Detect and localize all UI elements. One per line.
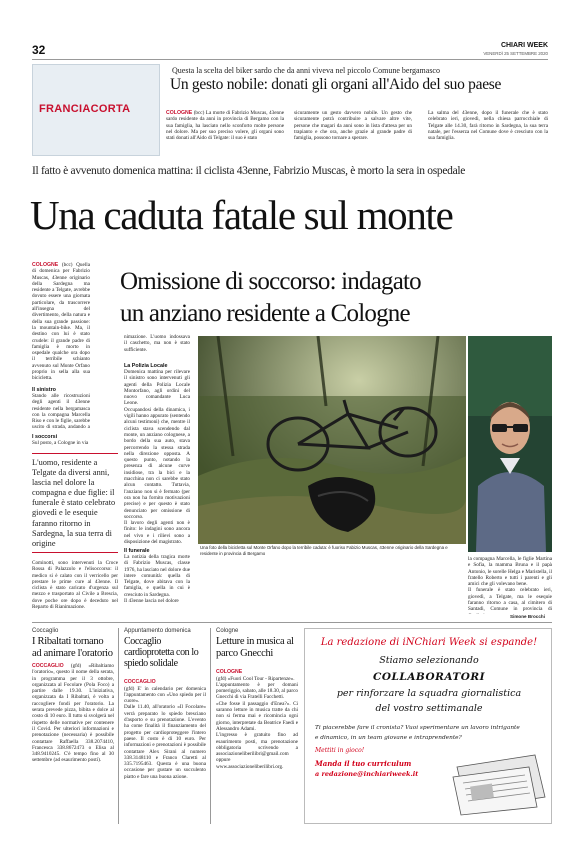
brief-3-headline: Letture in musica al parco Gnecchi [216, 636, 294, 659]
subhead-polizia: La Polizia Locale [124, 363, 168, 369]
brief-2-text-wrap [124, 673, 206, 821]
sub-headline-2: un anziano residente a Cologne [120, 300, 410, 327]
header-divider [32, 59, 548, 60]
issue-date: VENERDÌ 25 SETTEMBRE 2020 [483, 51, 548, 56]
main-story-kicker: Il fatto è avvenuto domenica mattina: il ciclista 43enne, Fabrizio Muscas, è morto la sera in ospedale [32, 165, 466, 177]
main-story-col-right: la compagna Marcella, le figlie Martina e Sofia, la mamma Bruna e il papà Antonio, le sorelle Helga e Maristella, il fratello Roberto e tutti i parenti e gli amici che gli volevano bene. Il funerale è stato celebrato ieri, giovedì, a Telgate, ma le esequie faranno ritorno a casa, al cimitero di Santadi, Comune in provincia di [468, 556, 552, 613]
main-story-funerale: La notizia della tragica morte di Fabrizio Muscas, classe 1976, ha lasciato nel dolore due intere comunità: quella di Telgate, dove abitava con la famiglia, e quella in cui è cresciuto in Sardegna. Il 43enne lascia nel dolore [124, 554, 190, 605]
main-story-col2-text: nimazione. L'uomo indossava il caschetto, ma non è stato sufficiente. [124, 334, 190, 353]
ad-question-2: e dinamico, in un team giovane e intraprendente? [315, 735, 462, 741]
brief-2-place: Appuntamento domenica [124, 628, 191, 634]
brief-1-text-wrap [32, 663, 114, 811]
main-story-lead [32, 262, 90, 384]
brief-1-text: (gfd) «Ribaltiamo l'oratorio», questo il nome della serata, in programma per il 3 ottobre, organizzata al Focolare (Pola Foco) a partire dalle 19.30. L'iniziativa, organizzata da I Ribaltati, è volta a raccogliere fondi per l'oratorio. La serata prevede pizza, bibita e dolce al costo di 10 euro. Il tutto si svolgerà nel rispetto delle normative per contenere il Covid. Per ulteriori informazioni e prenotazione (necessaria) è possibile contattare Raffaella 338.2074410, Francesca 338.8672473 o Elisa al 348.9410245. C'è tempo fino al 30 settembre (ad esaurimento posti). [32, 663, 114, 764]
top-story-kicker: Questa la scelta del biker sardo che da anni viveva nel piccolo Comune bergamasco [172, 66, 440, 75]
subhead-sinistro: Il sinistro [32, 387, 56, 393]
page-number: 32 [32, 43, 46, 57]
top-story-headline: Un gesto nobile: donati gli organi all'Aido del suo paese [170, 76, 502, 93]
top-story-col1-text: (bcc) La morte di Fabrizio Muscas, 43enne sardo residente da anni in provincia di Bergamo con la sua famiglia, ha lasciato nello sconforto molte persone nel dolore. Ma per suo preciso volere, gli organi sono stati donati all'Aido di Telgate: il suo è stato [166, 110, 284, 142]
brief-3-dateline: COLOGNE [216, 669, 243, 676]
brief-divider-1 [118, 628, 119, 824]
pull-quote [32, 453, 118, 553]
recruitment-ad [304, 628, 552, 824]
main-story-sinistro: Stando alle ricostruzioni degli agenti il 43enne residente nella bergamasca con la compagna Marcella Riso e con le figlie, sarebbe uscito di strada, andando a [32, 393, 90, 431]
ad-headline: La redazione di iNChiari Week si espande! [320, 637, 538, 648]
ad-line3: per rinforzare la squadra giornalistica [336, 688, 522, 699]
brief-2 [124, 628, 206, 824]
ad-line4: del vostro settimanale [375, 703, 483, 714]
ad-line1: Stiamo selezionando [379, 655, 479, 666]
subhead-funerale: Il funerale [124, 548, 150, 554]
briefs-row [32, 622, 552, 623]
brief-3 [216, 628, 298, 824]
brief-1-place: Coccaglio [32, 628, 59, 634]
main-story-soccorsi: Sul posto, a Cologne in via [32, 440, 89, 446]
main-story-col2 [124, 334, 190, 612]
top-story-col3: La salma del 43enne, dopo il funerale che è stato celebrato ieri, giovedì, nella chiesa parrocchiale di Telgate alle 14.30, farà ritorno in Sardegna, la sua terra natale, per l'esserza nel Comune dove è cresciuto con la sua famiglia. [428, 110, 548, 142]
newspapers-illustration [449, 747, 549, 817]
ad-question-1: Ti piacerebbe fare il cronista? Vuoi sperimentare un lavoro intrigante [315, 725, 520, 731]
brief-2-dateline: COCCAGLIO [124, 679, 156, 686]
subhead-soccorsi: I soccorsi [32, 434, 58, 440]
brief-3-text-wrap [216, 663, 298, 811]
section-label: FRANCIACORTA [39, 103, 131, 115]
top-story-col2: sicuramente un gesto davvero nobile. Un gesto che sicuramente potrà contribuire a salvare altre vite, persone che magari da anni sono in lista d'attesa per un trapianto e che ora, anche grazie al grande padre di famiglia, possono tornare a sperare. [294, 110, 412, 142]
portrait-photo [468, 336, 552, 552]
portrait-illustration [468, 336, 552, 552]
brief-2-headline: Coccaglio cardioprotetta con lo spiedo solidale [124, 636, 199, 669]
brief-3-place: Cologne [216, 628, 239, 634]
main-story-lead-text: (bcc) Quella di domenica per Fabrizio Muscas, 43enne originario della Sardegna ma residente a Telgate, avrebbe dovuto essere una giornata particolare, da trascorrere all'insegna del divertimento, della natura e della sua grande passione: la mountain-bike. Ma, il destino con lui è stato crudele: il grande padre di famiglia è morto in ospedale qualche ora dopo il terribile schianto avvenuto sul Monte Orfano proprio in sella alla sua bicicletta. [32, 262, 90, 382]
section-label-box [32, 64, 160, 156]
main-story-polizia: Domenica mattina per rilevare il sinistro sono intervenuti gli agenti della Polizia Locale Montorfano, agli ordini del nuovo comandante Luca Leone. Occupandosi della dinamica, i vigili hanno appurato (sentendo alcuni testimoni) che, mentre il ciclista stava scendendo dal monte, un anziano colognese, a bordo della sua auto, stava percorrendo la stessa strada nella direzione opposta. A questo punto, notando la presenza di alcune curve insidiose, tra la bici e la macchina non ci sarebbe stato alcun contatto. Tuttavia, l'anziano non si è fermato (per ora non ha fornito motivazioni precise) e per questo è stato denunciato per omissione di soccorso. Il lavoro degli agenti non è finito: le indagini sono ancora nel vivo e i rilievi sono a disposizione del magistrato. [124, 369, 190, 545]
page-header [32, 40, 548, 60]
photo-caption: Una foto della bicicletta sul Monte Orfano dopo la terribile caduta: è fuoriso Fabizio Muscas, 43enne originario della Sardegna e residente in provincia di Bergamo [198, 544, 466, 558]
top-story [166, 66, 548, 162]
ad-line2: COLLABORATORI [372, 671, 486, 683]
brief-1 [32, 628, 114, 824]
bike-photo-illustration [198, 336, 466, 558]
ad-cta-1: Manda il tuo curriculum [315, 759, 412, 768]
top-story-dateline: COLOGNE [166, 110, 193, 116]
brief-1-headline: I Ribaltati tornano ad animare l'oratorio [32, 636, 113, 659]
main-story-headline: Una caduta fatale sul monte [30, 192, 453, 238]
portrait-caption: Simone Brocchi [510, 614, 545, 619]
brief-divider-2 [210, 628, 211, 824]
brief-2-text: (gfd) E' in calendario per domenica l'appuntamento con «Uno spiedo per il cuore». Dalle 11.40, all'oratorio «Il Focolare» verrà preparato lo spiedo bresciano d'asporto e su prenotazione. L'evento ha come finalità il finanziamento del progetto per cardioproteggere l'intero paese. Il costo è di 10 euro. Per informazioni e prenotazioni è possibile contattare Alex Sirani al numero 338.3148110 e Franco Claretti al 335.7195463. Questa è una buona occasione per gustare un succulento piatto e fare una buona azione. [124, 685, 206, 780]
main-story-dateline: COLOGNE [32, 262, 59, 268]
brief-1-dateline: COCCAGLIO [32, 663, 64, 669]
brief-3-text: (gfd) «Fuori Cool Tour - Ripartenze». L'appuntamento è per domani pomeriggio, sabato, alle 18.30, al parco Gnecchi di via Fratelli Facchetti. «Che fosse il passaggio d'Enea?». Ci saranno letture in musica tratte da chi non si ferma mai e ricomincia ogni giorno, interpretate da Beatrice Faedi e Alessandro Adami. L'ingresso è gratuito fino ad esaurimento posti, ma prenotazione obbligatoria scrivendo a associazioneliberilibri@gmail.com oppure www.associazioneliberilibri.org. [216, 675, 298, 770]
bike-photo [198, 336, 466, 558]
main-story-col1-end: Cominotti, sono intervenuti la Croce Rossa di Palazzolo e l'elisoccorso: il medico si è calato con il verricello per prestare le prime cure al 43enne. Il ciclista è stato caricato d'urgenza sul mezzo e trasportato al Civile a Brescia, dove poche ore dopo è deceduto nel Reparto di Rianimazione. [32, 560, 118, 611]
masthead: CHIARI WEEK [500, 42, 548, 49]
sub-headline-1: Omissione di soccorso: indagato [120, 268, 421, 295]
ad-question-3: Mettiti in gioco! [315, 747, 365, 754]
pull-quote-text: L'uomo, residente a Telgate da diversi anni, lascia nel dolore la compagna e due figlie: il funerale è stato celebrato giovedì e le esequie faranno ritorno in Sardegna, la sua terra di origine [32, 458, 116, 548]
top-story-col1 [166, 110, 284, 156]
ad-cta-2[interactable]: a redazione@inchiariweek.it [315, 770, 419, 778]
